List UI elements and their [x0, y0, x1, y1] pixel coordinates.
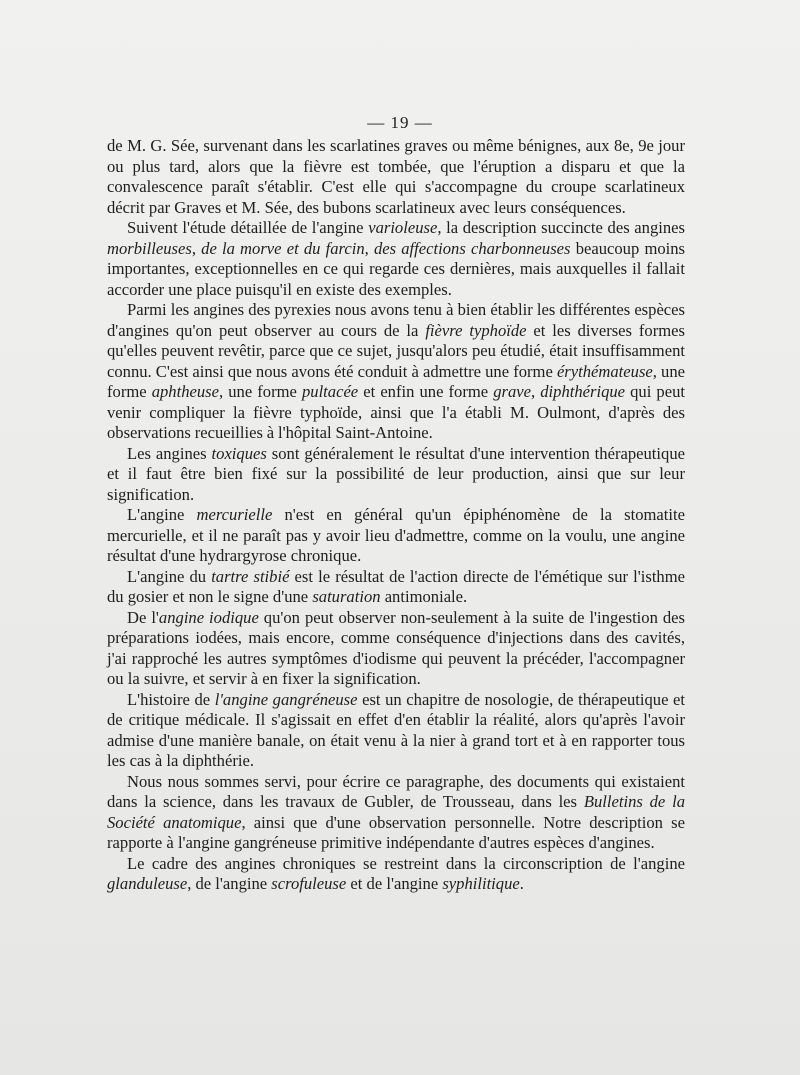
- italic-term: pultacée: [301, 382, 359, 401]
- text-run: qu'on peut observer non-seulement à la suite de l'ingestion des préparations iodées, mais encore, comme conséquence d'injections dans des cavités, j'ai rapproché les autres symptômes d'iodisme qui peuvent la précéder, l'accompagner ou la suivre, et servir à en fixer la signification.: [107, 607, 685, 688]
- text-run: Suivent l'étude détaillée de l'angine: [127, 218, 369, 237]
- text-run: et enfin une forme: [358, 382, 494, 401]
- paragraph-scarlatine-sequel: [107, 136, 685, 218]
- text-run: ,: [531, 382, 541, 401]
- italic-term: aphtheuse: [151, 382, 219, 401]
- text-run: ,: [364, 238, 374, 258]
- text-run: ,: [191, 238, 202, 258]
- paragraph-documents-sources: [107, 772, 685, 854]
- paragraph-angine-gangreneuse: [107, 690, 685, 772]
- text-run: de M. G. Sée, survenant dans les scarlatines graves ou même bénignes, aux 8e, 9e jour ou plus tard, alors que la fièvre est tombée, que l'éruption a disparu et que la convalescence paraît s'établir. C'est elle qui s'accompagne du croupe scarlatineux décrit par Graves et M. Sée, des bubons scarlatineux avec leurs conséquences.: [107, 136, 685, 217]
- text-run: L'angine du: [127, 566, 212, 586]
- text-run: Le cadre des angines chroniques se restreint dans la circonscription de l'angine: [127, 853, 685, 873]
- italic-term: érythémateuse: [556, 361, 653, 381]
- paragraph-angine-iodique: [107, 608, 685, 690]
- italic-term: l'angine gangréneuse: [214, 689, 358, 709]
- text-run: Les angines: [127, 443, 212, 463]
- italic-term: scrofuleuse: [271, 874, 347, 893]
- paragraph-angines-chroniques: [107, 854, 685, 895]
- italic-term: toxiques: [211, 443, 267, 463]
- italic-term: glanduleuse: [107, 874, 188, 893]
- italic-term: mercurielle: [196, 505, 273, 524]
- italic-term: des affections charbonneuses: [373, 238, 571, 258]
- paragraph-angines-toxiques: [107, 444, 685, 506]
- text-run: et de l'angine: [346, 874, 443, 893]
- italic-term: saturation: [312, 587, 381, 606]
- paragraph-tartre-stibie: [107, 567, 685, 608]
- italic-term: de la morve et du farcin: [201, 238, 365, 258]
- italic-term: grave: [493, 382, 532, 401]
- text-run: beaucoup moins importantes, exceptionnelles en ce qui regarde ces dernières, mais auxquelles il fallait accorder une place puisqu'il en existe des exemples.: [107, 238, 686, 299]
- italic-term: morbilleuses: [107, 238, 192, 258]
- text-run: qui peut venir compliquer la fièvre typhoïde, ainsi que l'a établi M. Oulmont, d'après des observations recueillies à l'hôpital Saint-Antoine.: [107, 382, 685, 442]
- text-run: L'histoire de: [127, 689, 215, 709]
- text-run: Nous nous sommes servi, pour écrire ce paragraphe, des documents qui existaient dans la science, dans les travaux de Gubler, de Trousseau, dans les: [107, 771, 685, 811]
- text-run: sont généralement le résultat d'une intervention thérapeutique et il faut être bien fixé sur la possibilité de leur production, ainsi que sur leur signification.: [107, 443, 685, 504]
- text-run: .: [519, 874, 524, 893]
- italic-term: tartre stibié: [211, 566, 290, 586]
- italic-term: Bulletins de la Société anatomique: [107, 792, 685, 832]
- italic-term: varioleuse: [368, 218, 438, 237]
- italic-term: fièvre typhoïde: [425, 320, 527, 340]
- text-run: est le résultat de l'action directe de l'émétique sur l'isthme du gosier et non le signe d'une: [107, 566, 685, 606]
- page-number: — 19 —: [367, 113, 433, 132]
- text-run: L'angine: [127, 505, 197, 524]
- text-run: , une forme: [107, 361, 685, 401]
- text-run: , la description succincte des angines: [437, 218, 685, 237]
- body-text: [107, 136, 685, 895]
- text-run: , de l'angine: [187, 874, 272, 893]
- italic-term: syphilitique: [442, 874, 520, 893]
- paragraph-varioleuse: [107, 218, 685, 300]
- text-run: Parmi les angines des pyrexies nous avons tenu à bien établir les différentes espèces d'angines qu'on peut observer au cours de la: [107, 300, 685, 340]
- italic-term: diphthérique: [540, 382, 626, 401]
- text-run: , ainsi que d'une observation personnelle. Notre description se rapporte à l'angine gangréneuse primitive indépendante d'autres espèces d'angines.: [107, 812, 685, 852]
- italic-term: angine iodique: [158, 607, 259, 627]
- text-run: antimoniale.: [380, 587, 468, 606]
- text-run: De l': [127, 607, 159, 627]
- paragraph-fievre-typhoide: [107, 300, 685, 444]
- text-run: est un chapitre de nosologie, de thérapeutique et de critique médicale. Il s'agissait en effet d'en établir la réalité, alors qu'après l'avoir admise d'une manière banale, on était venu à la nier à grand tort et à en rapporter tous les cas à la diphthérie.: [107, 689, 686, 770]
- text-run: et les diverses formes qu'elles peuvent revêtir, parce que ce sujet, jusqu'alors peu étudié, était insuffisamment connu. C'est ainsi que nous avons été conduit à admettre une forme: [107, 320, 685, 381]
- text-run: , une forme: [219, 382, 302, 401]
- text-run: n'est en général qu'un épiphénomène de la stomatite mercurielle, et il ne paraît pas y avoir lieu d'admettre, comme on la voulu, une angine résultat d'une hydrargyrose chronique.: [107, 505, 685, 565]
- paragraph-angine-mercurielle: [107, 505, 685, 567]
